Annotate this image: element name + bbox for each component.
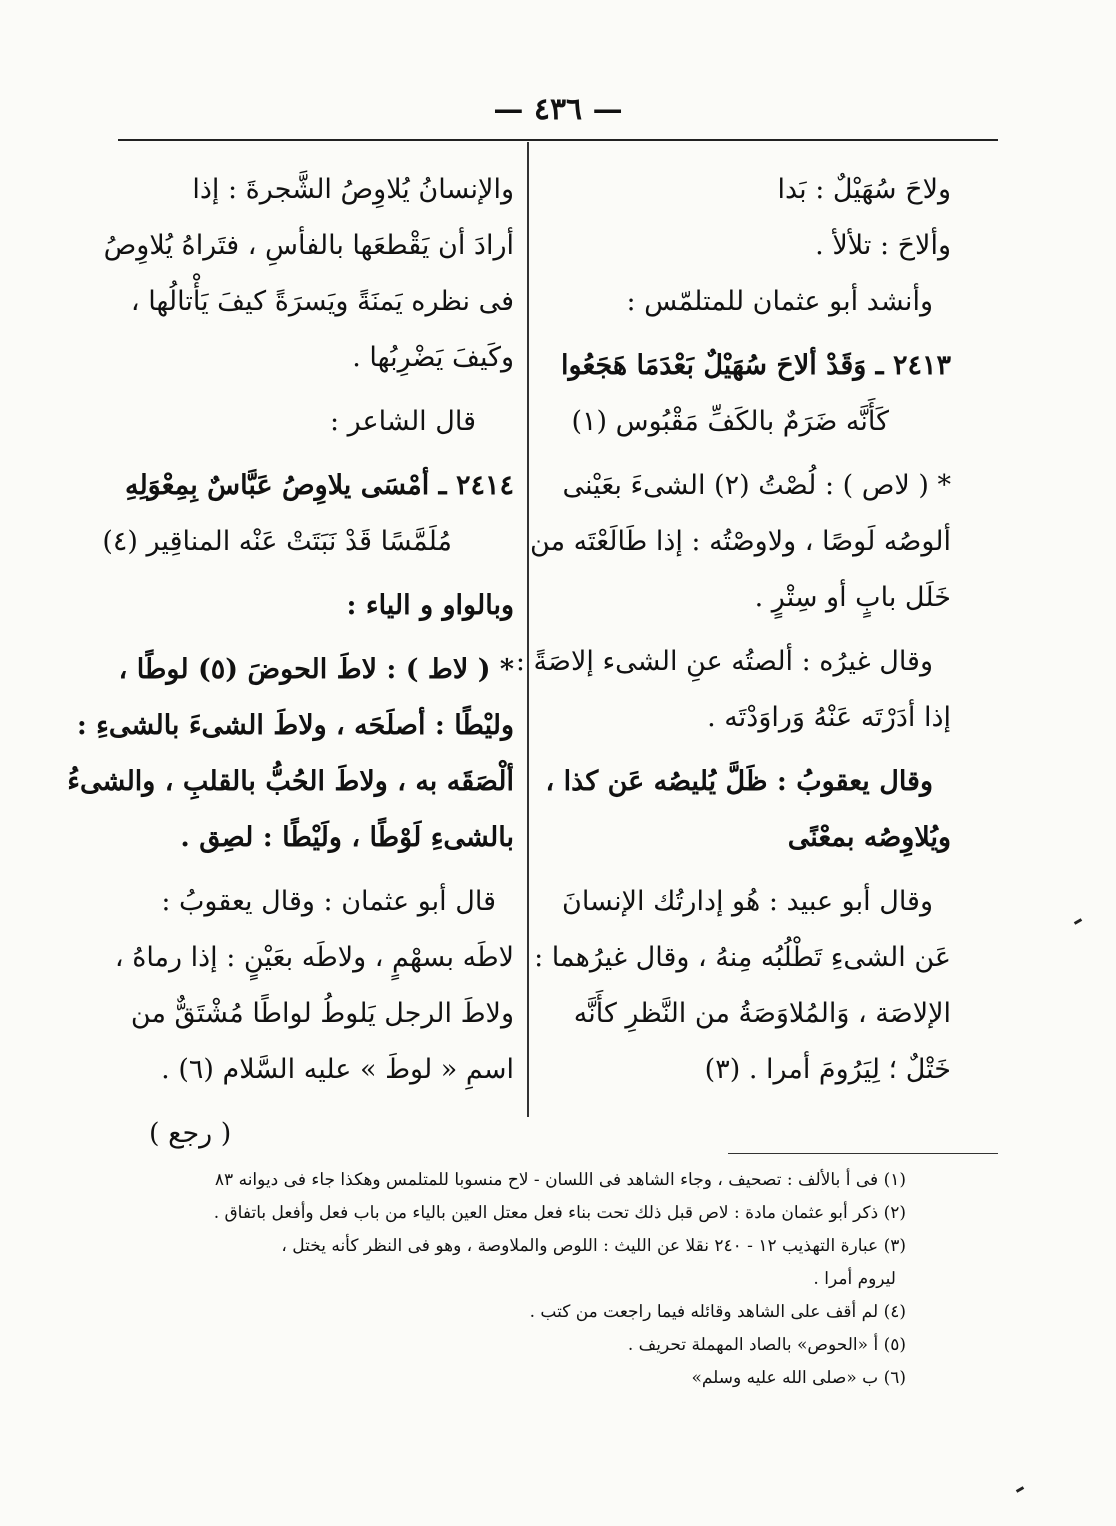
footnote-rule — [728, 1153, 998, 1154]
text-line: مُلَمَّسًا قَدْ نَبَتَتْ عَنْه المناقِير (٤) — [102, 526, 452, 557]
footnote-line: ليروم أمرا . — [813, 1269, 896, 1289]
text-line: أرادَ أن يَقْطعَها بالفأسِ ، فتَراهُ يُلاوِصُ — [103, 230, 514, 261]
paragraph-gap — [119, 386, 514, 394]
text-line: وقال يعقوبُ : ظَلَّ يُليصُه عَن كذا ، — [545, 766, 933, 797]
text-line: ألوصُه لَوصًا ، ولاوصْتُه : إذا طَالَعْتَه من — [530, 526, 951, 557]
text-line: وبالواو و الياء : — [346, 590, 514, 621]
paragraph-gap — [119, 634, 514, 642]
text-line: وليْطًا : أصلَحَه ، ولاطَ الشىءَ بالشىءِ : — [76, 710, 514, 741]
text-line: خَلَل بابٍ أو سِتْرٍ . — [754, 582, 951, 613]
column-divider — [527, 142, 529, 1117]
text-line: فى نظره يَمنَةً ويَسرَةً كيفَ يَأْتالُها ، — [130, 286, 514, 317]
text-line: ٢٤١٤ ـ أمْسَى يلاوِصُ عَبَّاسٌ بِمِعْوَلِهِ — [124, 470, 514, 501]
text-line: ( رجع ) — [149, 1118, 232, 1149]
paragraph-gap — [119, 450, 514, 458]
text-line: ويُلاوِصُه بمعْنًى — [787, 822, 951, 853]
text-line: الإلاصَة ، وَالمُلاوَصَةُ من النَّظرِ كأَنَّه — [573, 998, 951, 1029]
text-line: إذا أدَرْتَه عَنْهُ وَراوَدْتَه . — [707, 702, 951, 733]
text-line: وألاحَ : تلألأ . — [815, 230, 951, 261]
footnote-line: (١) فى أ بالألف : تصحيف ، وجاء الشاهد فى اللسان - لاح منسوبا للمتلمس وهكذا جاء فى ديوانه ٨٣ — [214, 1170, 906, 1190]
paragraph-gap — [546, 330, 951, 338]
paragraph-gap — [119, 570, 514, 578]
paragraph-gap — [546, 450, 951, 458]
paragraph-gap — [119, 1098, 514, 1106]
text-line: وأنشد أبو عثمان للمتلمّس : — [626, 286, 933, 317]
text-line: ولاطَ الرجل يَلوطُ لواطًا مُشْتَقٌّ من — [130, 998, 514, 1029]
footnote-line: (٦) ب «صلى الله عليه وسلم» — [691, 1368, 906, 1388]
page-number: — ٤٣٦ — — [493, 92, 623, 127]
text-line: لاطَه بسهْمٍ ، ولاطَه بعَيْنٍ : إذا رماهُ ، — [114, 942, 514, 973]
paragraph-gap — [546, 626, 951, 634]
text-line: وكَيفَ يَضْرِبُها . — [352, 342, 514, 373]
left-text-column — [67, 162, 514, 1162]
footnote-line: (٢) ذكر أبو عثمان مادة : لاص قبل ذلك تحت بناء فعل معتل العين بالياء من باب فعل وأفعل باتفاق . — [213, 1203, 906, 1223]
header-rule — [118, 139, 998, 141]
text-line: قال أبو عثمان : وقال يعقوبُ : — [161, 886, 496, 917]
text-line: * ( لاص ) : لُصْتُ (٢) الشىءَ بعَيْنى — [562, 470, 951, 501]
text-line: ألْصَقَه به ، ولاطَ الحُبُّ بالقلبِ ، والشىءُ — [67, 766, 514, 797]
text-line: والإنسانُ يُلاوِصُ الشَّجرةَ : إذا — [192, 174, 514, 205]
text-line: كَأَنَّه ضَرَمٌ بالكَفِّ مَقْبُوس (١) — [571, 406, 889, 437]
text-line: * ( لاط ) : لاطَ الحوضَ (٥) لوطًا ، — [118, 654, 514, 685]
footnote-line: (٣) عبارة التهذيب ١٢ - ٢٤٠ نقلا عن الليث : اللوص والملاوصة ، وهو فى النظر كأنه يختل ، — [281, 1236, 906, 1256]
paragraph-gap — [546, 746, 951, 754]
print-speck — [1074, 918, 1082, 925]
footnote-line: (٤) لم أقف على الشاهد وقائله فيما راجعت من كتب . — [529, 1302, 906, 1322]
paragraph-gap — [119, 866, 514, 874]
print-speck — [1016, 1486, 1024, 1493]
text-line: ولاحَ سُهَيْلٌ : بَدا — [777, 174, 951, 205]
footnotes-section — [126, 1164, 906, 1395]
text-line: قال الشاعر : — [329, 406, 476, 437]
text-line: خَتْلٌ ؛ لِيَرُومَ أمرا . (٣) — [704, 1054, 951, 1085]
text-line: عَن الشىءِ تَطْلُبُه مِنهُ ، وقال غيرُهما : — [534, 942, 951, 973]
text-line: ٢٤١٣ ـ وَقَدْ ألاحَ سُهَيْلٌ بَعْدَمَا هَجَعُوا — [561, 350, 951, 381]
text-line: وقال أبو عبيد : هُو إدارتُك الإنسانَ — [562, 886, 933, 917]
right-text-column — [515, 162, 951, 1098]
footnote-line: (٥) أ «الحوص» بالصاد المهملة تحريف . — [627, 1335, 906, 1355]
text-line: وقال غيرُه : ألصتُه عنِ الشىء إلاصَةً : — [515, 646, 933, 677]
paragraph-gap — [546, 866, 951, 874]
text-line: اسمِ « لوطَ » عليه السَّلام (٦) . — [161, 1054, 514, 1085]
text-line: بالشىءِ لَوْطًا ، ولَيْطًا : لصِق . — [180, 822, 514, 853]
